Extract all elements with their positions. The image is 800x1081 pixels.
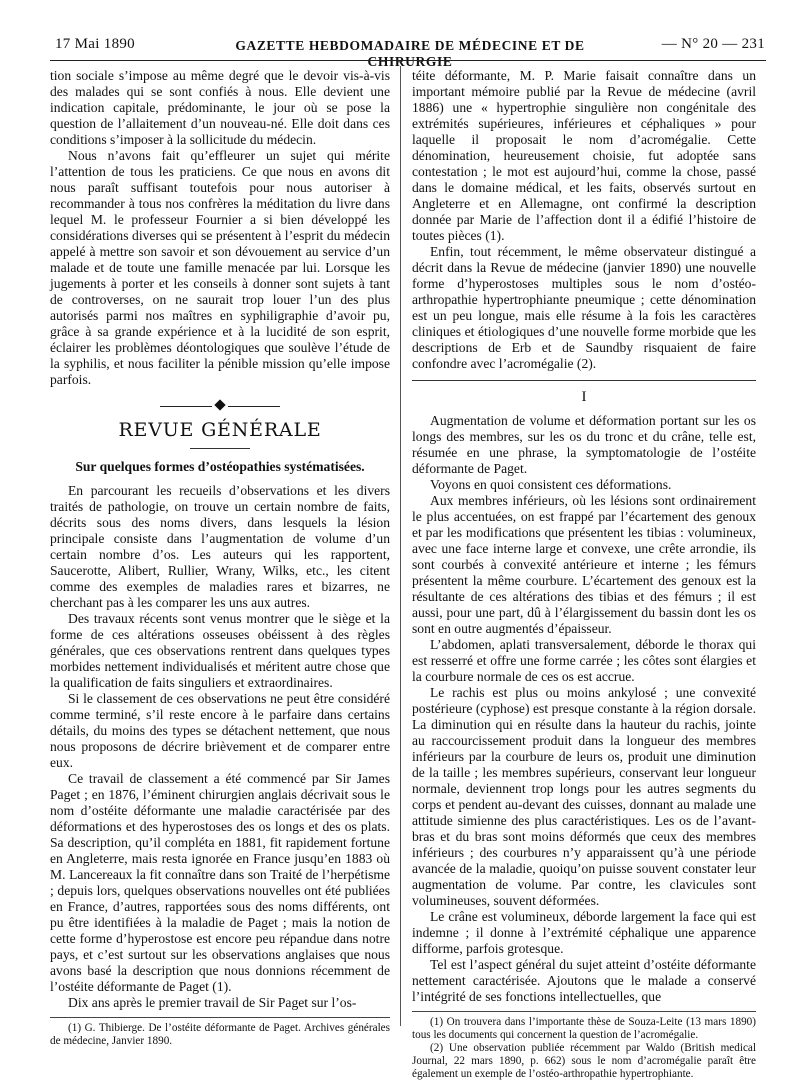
header-issue-page: — N° 20 — 231: [661, 36, 765, 52]
paragraph: téite déformante, M. P. Marie faisait connaître dans un important mémoire publié par la Revue de médecine (avril 1886) une « hypertrophie singulière non congénitale des extrémités supérieures, inférieures et céphaliques » pour laquelle il proposait le nom d’acromégalie. Cette dénomination, heureusement choisie, fut adoptée sans contestation ; le mot est aujourd’hui, comme la chose, passé dans le domaine médical, et les faits, observés surtout en Angleterre et en Allemagne, ont confirmé la description donnée par Marie de l’affection dont il a édifié l’histoire de toutes pièces (1).: [412, 68, 756, 243]
column-divider: [400, 66, 401, 1026]
running-header: [55, 36, 765, 69]
section-ornament: [160, 400, 280, 414]
header-rule: [50, 60, 766, 61]
paragraph: Voyons en quoi consistent ces déformations.: [430, 477, 672, 492]
paragraph: Le crâne est volumineux, déborde largement la face qui est indemne ; il donne à l’extrémité céphalique une apparence difforme, parfois grotesque.: [412, 909, 756, 956]
right-column: [412, 68, 756, 1081]
section-number: I: [581, 389, 587, 405]
footnote: (1) G. Thibierge. De l’ostéite déformante de Paget. Archives générales de médecine, Janvier 1890.: [50, 1022, 390, 1047]
header-date: 17 Mai 1890: [55, 36, 135, 52]
footnote: (1) On trouvera dans l’importante thèse de Souza-Leite (13 mars 1890) tous les documents qui concernent la question de l’acromégalie.: [412, 1016, 756, 1041]
paragraph: Des travaux récents sont venus montrer que le siège et la forme de ces altérations osseuses obéissent à des règles générales, que ces observations rentrent dans quelques types morbides nettement individualisés et méritent autre chose que la qualification de faits singuliers et extraordinaires.: [50, 611, 390, 690]
section-title: REVUE GÉNÉRALE: [118, 419, 322, 441]
paragraph: Tel est l’aspect général du sujet atteint d’ostéite déformante nettement caractérisée. Ajoutons que le malade a conservé l’intégrité de ses fonctions intellectuelles, que: [412, 957, 756, 1004]
paragraph: Si le classement de ces observations ne peut être considéré comme terminé, s’il reste encore à le parfaire dans certains détails, du moins des types se détachent nettement, que nous nous proposons de décrire brièvement et de comparer entre eux.: [50, 691, 390, 770]
paragraph: tion sociale s’impose au même degré que le devoir vis-à-vis des malades qui se sont confiés à nous. Elle devient une indication capitale, prédominante, le jour où se pose la question de l’allaitement d’un nouveau-né. Elle doit dans ces conditions s’imposer à la sollicitude du médecin.: [50, 68, 390, 147]
paragraph: Enfin, tout récemment, le même observateur distingué a décrit dans la Revue de médecine (janvier 1890) une nouvelle forme d’hyperostoses multiples sous le nom d’ostéo-arthropathie hypertrophiante pneumique ; cette dénomination est un peu longue, mais elle résume à la fois les caractères cliniques et étiologiques d’une nouvelle forme morbide que les descriptions de Erb et de Saundby risquaient de faire confondre avec l’acromégalie (2).: [412, 244, 756, 371]
header-journal-title: GAZETTE HEBDOMADAIRE DE MÉDECINE ET DE CHIRURGIE: [235, 38, 585, 69]
paragraph: Augmentation de volume et déformation portant sur les os longs des membres, sur les os du tronc et du crâne, telle est, résumée en une phrase, la symptomatologie de l’ostéite déformante de Paget.: [412, 413, 756, 476]
footnote-separator: [50, 1017, 390, 1018]
paragraph: Le rachis est plus ou moins ankylosé ; une convexité postérieure (cyphose) est presque constante à la région dorsale. La diminution qui en résulte dans la hauteur du rachis, jointe au raccourcissement produit dans la longueur des membres inférieurs par la courbure de leurs os, produit une diminution de la taille ; les membres supérieurs, conservant leur longueur normale, deviennent trop longs pour les autres segments du corps et pendent au-devant des cuisses, donnant au malade une attitude simienne des plus caractéristiques. Les os de l’avant-bras et du bras sont moins déformés que ceux des membres inférieurs ; des courbures n’y apparaissent qu’à une période avancée de la maladie, quoiqu’on puisse souvent constater leur augmentation de volume. Par contre, les clavicules sont volumineuses, souvent déformées.: [412, 685, 756, 908]
paragraph: En parcourant les recueils d’observations et les divers traités de pathologie, on trouve un certain nombre de faits, décrits sous des noms divers, dans lesquels la lésion principale consiste dans l’augmentation de volume d’un certain nombre d’os. Les auteurs qui les rapportent, Saucerotte, Alibert, Rullier, Wrany, Wilks, etc., les citent comme des exemples de maladies rares et bizarres, ne cherchant pas à les comparer les uns aux autres.: [50, 483, 390, 610]
paragraph: Nous n’avons fait qu’effleurer un sujet qui mérite l’attention de tous les praticiens. Ce que nous en avons dit nous paraît suffisant toutefois pour nous autoriser à recommander à tous nos confrères la méditation du livre dans lequel M. le professeur Fournier a si bien développé les considérations diverses qui se présentent à l’esprit du médecin appelé à mettre son savoir et son dévouement au service d’un malade et de toute une famille menacée par lui. Lorsque les jugements à porter et les conseils à donner sont sujets à tant de controverses, on ne saurait trop louer l’un des plus autorisés parmi nos maîtres en syphiligraphie d’avoir pu, grâce à sa grande expérience et à la lucidité de son esprit, éclairer les problèmes déontologiques que soulève l’étude de la syphilis, et nous faciliter la pénible mission qu’elle impose parfois.: [50, 148, 390, 387]
paragraph: Aux membres inférieurs, où les lésions sont ordinairement le plus accentuées, on est frappé par l’écartement des genoux et par les modifications que présentent les tibias : volumineux, avec une face interne large et convexe, une crête arrondie, ils sont courbés à convexité antérieure et interne ; les fémurs présentent la même courbure. L’écartement des genoux est la résultante de ces altérations des tibias et des fémurs ; il est aussi, pour une part, dû à l’élargissement du bassin dont les os sont en outre augmentés d’épaisseur.: [412, 493, 756, 636]
footnote-separator: [412, 1011, 756, 1012]
paragraph: Dix ans après le premier travail de Sir Paget sur l’os-: [68, 995, 357, 1010]
paragraph: L’abdomen, aplati transversalement, déborde le thorax qui est resserré et offre une forme carrée ; les côtes sont élargies et la courbure normale de ces os est accrue.: [412, 637, 756, 684]
footnote: (2) Une observation publiée récemment par Waldo (British medical Journal, 22 mars 1890, p. 662) sous le nom d’acromégalie paraît être également un exemple de l’ostéo-arthropathie hypertrophiante.: [412, 1042, 756, 1080]
section-title-rule: [190, 448, 250, 449]
left-column: [50, 68, 390, 1048]
paragraph: Ce travail de classement a été commencé par Sir James Paget ; en 1876, l’éminent chirurgien anglais décrivait sous le nom d’ostéite déformante une maladie caractérisée par des déformations et des hyperostoses des os longs et des os plats. Sa description, qu’il compléta en 1881, fit rapidement fortune en Angleterre, mais resta ignorée en France jusqu’en 1883 où M. Lancereaux la fit connaître dans son Traité de l’herpétisme ; depuis lors, quelques observations nouvelles ont été publiées en France, d’autres, rapportées sous des noms différents, ont pu être identifiées à la maladie de Paget ; mais la notion de cette forme d’hyperostose est encore peu répandue dans notre pays, et c’est surtout sur les observations anglaises que nous avons basé la description que nous donnions récemment de l’ostéite déformante de Paget (1).: [50, 771, 390, 994]
article-title: Sur quelques formes d’ostéopathies systématisées.: [75, 459, 365, 474]
section-rule: [412, 380, 756, 381]
